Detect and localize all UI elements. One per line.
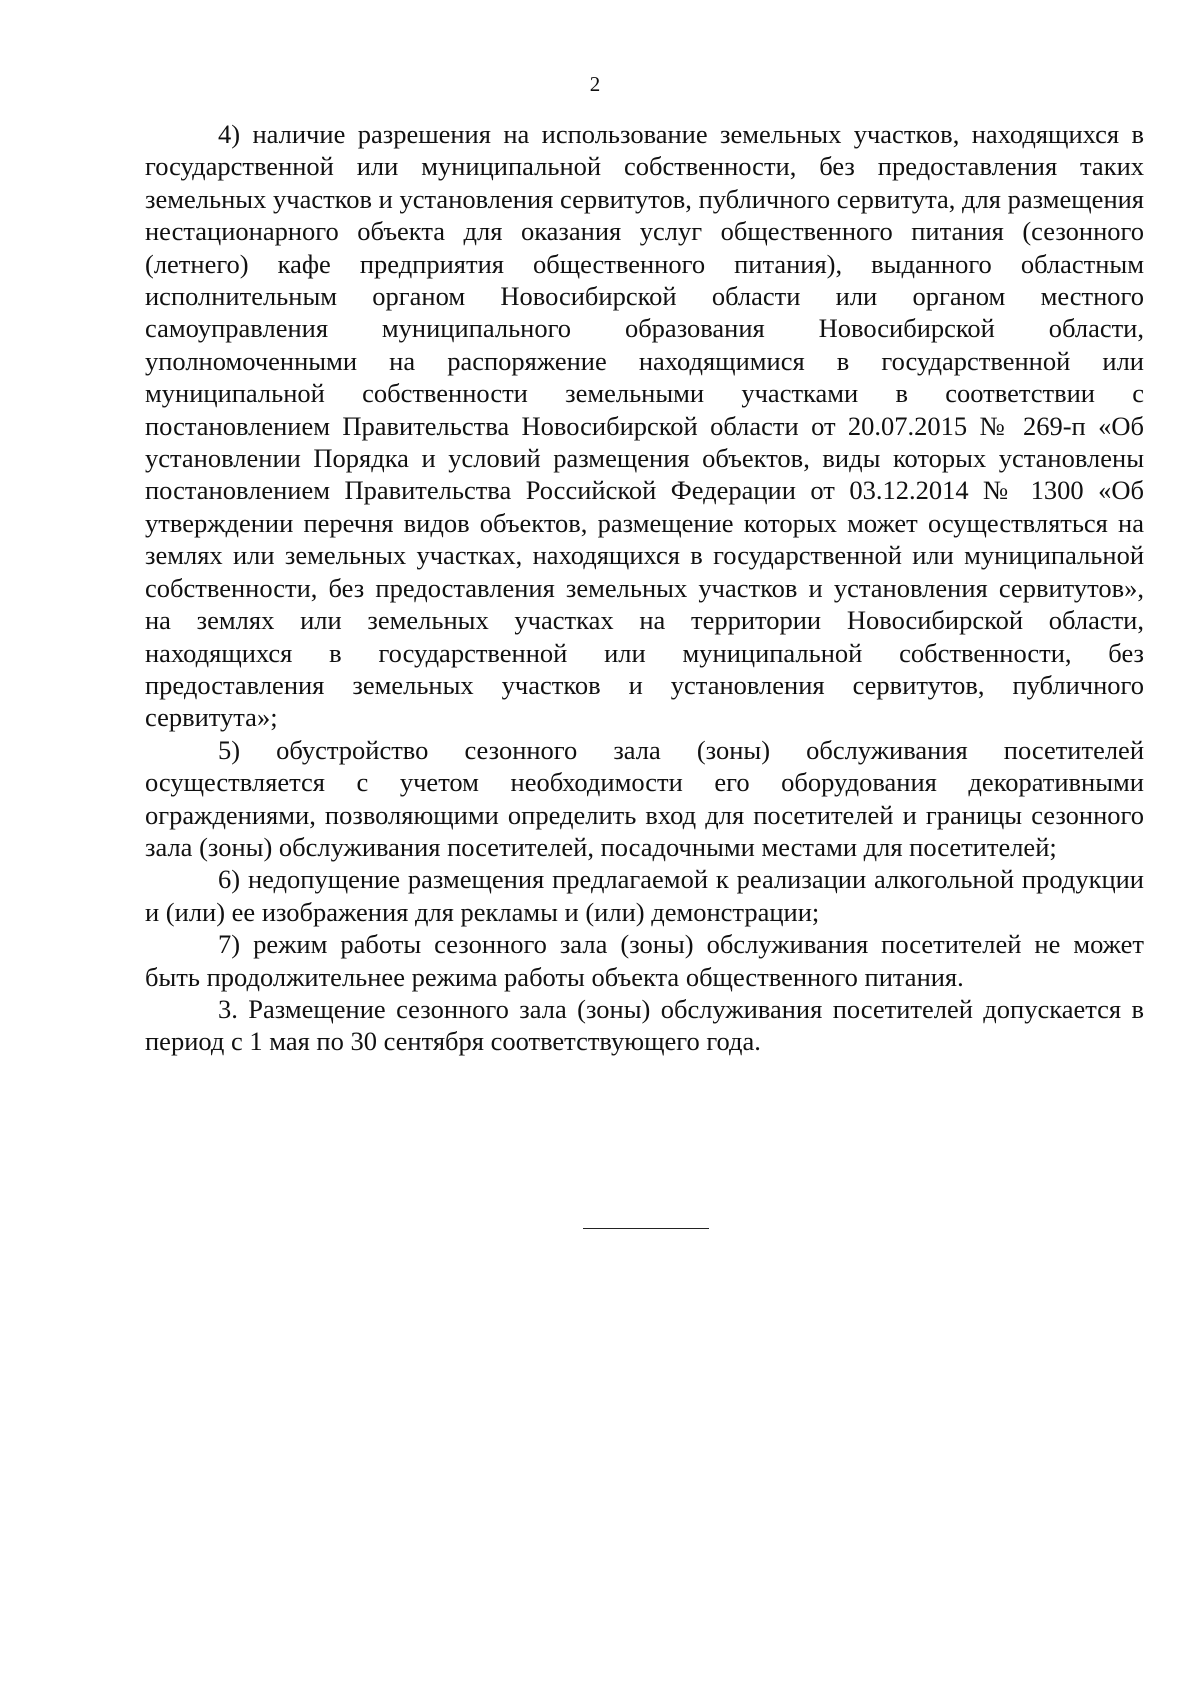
- paragraph-item-7: 7) режим работы сезонного зала (зоны) обслуживания посетителей не может быть продолжительнее режима работы объекта общественного питания.: [145, 929, 1144, 992]
- paragraph-item-5: 5) обустройство сезонного зала (зоны) обслуживания посетителей осуществляется с учетом необходимости его оборудования декоративными ограждениями, позволяющими определить вход для посетителей и границы сезонного зала (зоны) обслуживания посетителей, посадочными местами для посетителей;: [145, 734, 1144, 862]
- document-body: [145, 118, 1144, 1058]
- paragraph-item-6: 6) недопущение размещения предлагаемой к реализации алкогольной продукции и (или) ее изображения для рекламы и (или) демонстрации;: [145, 864, 1144, 927]
- end-separator-line: [583, 1228, 709, 1229]
- paragraph-item-4: 4) наличие разрешения на использование земельных участков, находящихся в государственной или муниципальной собственности, без предоставления таких земельных участков и установления сервитутов, публичного сервитута, для размещения нестационарного объекта для оказания услуг общественного питания (сезонного (летнего) кафе предприятия общественного питания), выданного областным исполнительным органом Новосибирской области или органом местного самоуправления муниципального образования Новосибирской области, уполномоченными на распоряжение находящимися в государственной или муниципальной собственности земельными участками в соответствии с постановлением Правительства Новосибирской области от 20.07.2015 № 269-п «Об установлении Порядка и условий размещения объектов, виды которых установлены постановлением Правительства Российской Федерации от 03.12.2014 № 1300 «Об утверждении перечня видов объектов, размещение которых может осуществляться на землях или земельных участках, находящихся в государственной или муниципальной собственности, без предоставления земельных участков и установления сервитутов», на землях или земельных участках на территории Новосибирской области, находящихся в государственной или муниципальной собственности, без предоставления земельных участков и установления сервитутов, публичного сервитута»;: [145, 119, 1144, 733]
- page-number: 2: [589, 72, 601, 96]
- paragraph-section-3: 3. Размещение сезонного зала (зоны) обслуживания посетителей допускается в период с 1 мая по 30 сентября соответствующего года.: [145, 993, 1144, 1057]
